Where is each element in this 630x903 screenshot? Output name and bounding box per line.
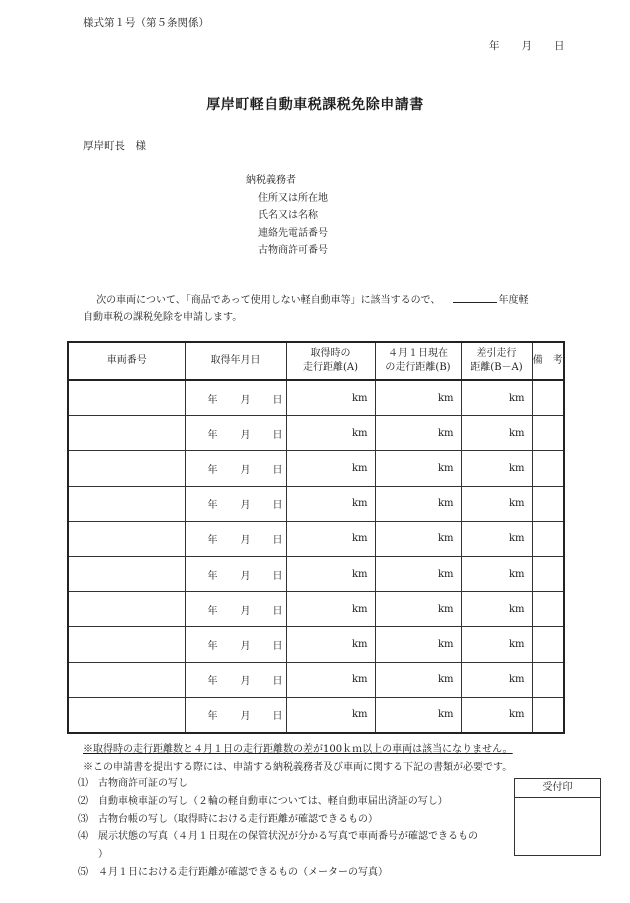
vehicle-number-cell[interactable] xyxy=(68,380,185,416)
applicant-license-label: 古物商許可番号 xyxy=(258,245,328,256)
remarks-cell[interactable] xyxy=(532,592,564,627)
header-distance-at-acquisition: 取得時の 走行距離(A) xyxy=(286,342,375,380)
distance-difference-cell[interactable]: km xyxy=(461,486,532,521)
acquisition-date-cell[interactable]: 年 月 日 xyxy=(185,486,286,521)
page-title: 厚岸町軽自動車税課税免除申請書 xyxy=(206,97,424,113)
vehicle-number-cell[interactable] xyxy=(68,627,185,662)
distance-at-acquisition-cell[interactable]: km xyxy=(286,697,375,733)
distance-at-acquisition-cell[interactable]: km xyxy=(286,486,375,521)
table-row xyxy=(68,592,564,627)
distance-at-acquisition-cell[interactable]: km xyxy=(286,380,375,416)
acquisition-date-cell[interactable]: 年 月 日 xyxy=(185,521,286,556)
acquisition-date-cell[interactable]: 年 月 日 xyxy=(185,556,286,591)
remarks-cell[interactable] xyxy=(532,416,564,451)
distance-difference-cell[interactable]: km xyxy=(461,556,532,591)
vehicle-number-cell[interactable] xyxy=(68,416,185,451)
acquisition-date-cell[interactable]: 年 月 日 xyxy=(185,451,286,486)
distance-at-acquisition-cell[interactable]: km xyxy=(286,592,375,627)
document-item: ） xyxy=(78,849,108,861)
document-item: ⑸ ４月１日における走行距離が確認できるもの（メーターの写真） xyxy=(78,866,388,878)
acquisition-date-cell[interactable]: 年 月 日 xyxy=(185,662,286,697)
header-remarks: 備 考 xyxy=(532,342,564,380)
distance-april1-cell[interactable]: km xyxy=(375,451,461,486)
statement-line1-end: 年度軽 xyxy=(498,295,529,306)
form-number: 様式第１号（第５条関係） xyxy=(83,17,209,29)
applicant-phone-label: 連絡先電話番号 xyxy=(258,227,328,239)
distance-difference-cell[interactable]: km xyxy=(461,451,532,486)
document-item: ⑵ 自動車検車証の写し（２輪の軽自動車については、軽自動車届出済証の写し） xyxy=(78,795,448,807)
applicant-heading: 納税義務者 xyxy=(246,175,296,186)
remarks-cell[interactable] xyxy=(532,697,564,733)
document-item: ⑴ 古物商許可証の写し xyxy=(78,778,188,789)
acquisition-date-cell[interactable]: 年 月 日 xyxy=(185,380,286,416)
addressee: 厚岸町長 様 xyxy=(83,140,146,152)
remarks-cell[interactable] xyxy=(532,627,564,662)
table-row xyxy=(68,627,564,662)
header-distance-april1: ４月１日現在 の走行距離(B) xyxy=(375,342,461,380)
date-day-label: 日 xyxy=(554,40,565,52)
fiscal-year-blank[interactable] xyxy=(453,293,497,303)
vehicle-number-cell[interactable] xyxy=(68,697,185,733)
document-list xyxy=(78,775,478,882)
application-statement xyxy=(83,292,529,326)
distance-difference-cell[interactable]: km xyxy=(461,416,532,451)
table-row xyxy=(68,556,564,591)
distance-difference-cell[interactable]: km xyxy=(461,380,532,416)
table-row xyxy=(68,486,564,521)
distance-april1-cell[interactable]: km xyxy=(375,416,461,451)
distance-at-acquisition-cell[interactable]: km xyxy=(286,556,375,591)
remarks-cell[interactable] xyxy=(532,662,564,697)
table-row xyxy=(68,662,564,697)
distance-at-acquisition-cell[interactable]: km xyxy=(286,521,375,556)
distance-april1-cell[interactable]: km xyxy=(375,556,461,591)
notes xyxy=(83,741,513,776)
date-year-label: 年 xyxy=(489,40,500,52)
vehicle-number-cell[interactable] xyxy=(68,662,185,697)
vehicle-number-cell[interactable] xyxy=(68,556,185,591)
distance-april1-cell[interactable]: km xyxy=(375,592,461,627)
remarks-cell[interactable] xyxy=(532,521,564,556)
distance-april1-cell[interactable]: km xyxy=(375,627,461,662)
vehicle-number-cell[interactable] xyxy=(68,521,185,556)
remarks-cell[interactable] xyxy=(532,556,564,591)
distance-april1-cell[interactable]: km xyxy=(375,662,461,697)
header-distance-difference: 差引走行 距離(B－A) xyxy=(461,342,532,380)
date-month-label: 月 xyxy=(521,40,532,52)
document-item: ⑷ 展示状態の写真（４月１日現在の保管状況が分かる写真で車両番号が確認できるもの xyxy=(78,831,478,843)
table-row xyxy=(68,697,564,733)
acquisition-date-cell[interactable]: 年 月 日 xyxy=(185,627,286,662)
acquisition-date-cell[interactable]: 年 月 日 xyxy=(185,697,286,733)
distance-difference-cell[interactable]: km xyxy=(461,662,532,697)
distance-at-acquisition-cell[interactable]: km xyxy=(286,416,375,451)
distance-difference-cell[interactable]: km xyxy=(461,521,532,556)
document-item: ⑶ 古物台帳の写し（取得時における走行距離が確認できるもの） xyxy=(78,813,378,825)
submission-date xyxy=(489,38,565,53)
table-row xyxy=(68,451,564,486)
distance-april1-cell[interactable]: km xyxy=(375,486,461,521)
distance-difference-cell[interactable]: km xyxy=(461,697,532,733)
distance-at-acquisition-cell[interactable]: km xyxy=(286,451,375,486)
vehicle-number-cell[interactable] xyxy=(68,592,185,627)
distance-difference-cell[interactable]: km xyxy=(461,627,532,662)
remarks-cell[interactable] xyxy=(532,380,564,416)
note-distance-limit: ※取得時の走行距離数と４月１日の走行距離数の差が100ｋｍ以上の車両は該当になりません。 xyxy=(83,744,513,755)
table-row xyxy=(68,416,564,451)
vehicle-table xyxy=(67,341,565,734)
distance-april1-cell[interactable]: km xyxy=(375,697,461,733)
header-acquisition-date: 取得年月日 xyxy=(185,342,286,380)
vehicle-number-cell[interactable] xyxy=(68,451,185,486)
acquisition-date-cell[interactable]: 年 月 日 xyxy=(185,416,286,451)
distance-april1-cell[interactable]: km xyxy=(375,380,461,416)
remarks-cell[interactable] xyxy=(532,451,564,486)
table-row xyxy=(68,521,564,556)
distance-april1-cell[interactable]: km xyxy=(375,521,461,556)
distance-at-acquisition-cell[interactable]: km xyxy=(286,662,375,697)
vehicle-number-cell[interactable] xyxy=(68,486,185,521)
acquisition-date-cell[interactable]: 年 月 日 xyxy=(185,592,286,627)
applicant-address-label: 住所又は所在地 xyxy=(258,192,328,204)
applicant-block xyxy=(246,172,328,260)
statement-line2: 自動車税の課税免除を申請します。 xyxy=(83,312,243,323)
reception-stamp-box xyxy=(514,778,601,856)
remarks-cell[interactable] xyxy=(532,486,564,521)
header-vehicle-number: 車両番号 xyxy=(68,342,185,380)
applicant-name-label: 氏名又は名称 xyxy=(258,210,318,221)
table-row xyxy=(68,380,564,416)
statement-line1: 次の車両について、「商品であって使用しない軽自動車等」に該当するので、 xyxy=(96,295,441,306)
note-required-documents: ※この申請書を提出する際には、申請する納税義務者及び車両に関する下記の書類が必要です。 xyxy=(83,761,513,773)
reception-stamp-label: 受付印 xyxy=(515,779,600,798)
distance-difference-cell[interactable]: km xyxy=(461,592,532,627)
distance-at-acquisition-cell[interactable]: km xyxy=(286,627,375,662)
